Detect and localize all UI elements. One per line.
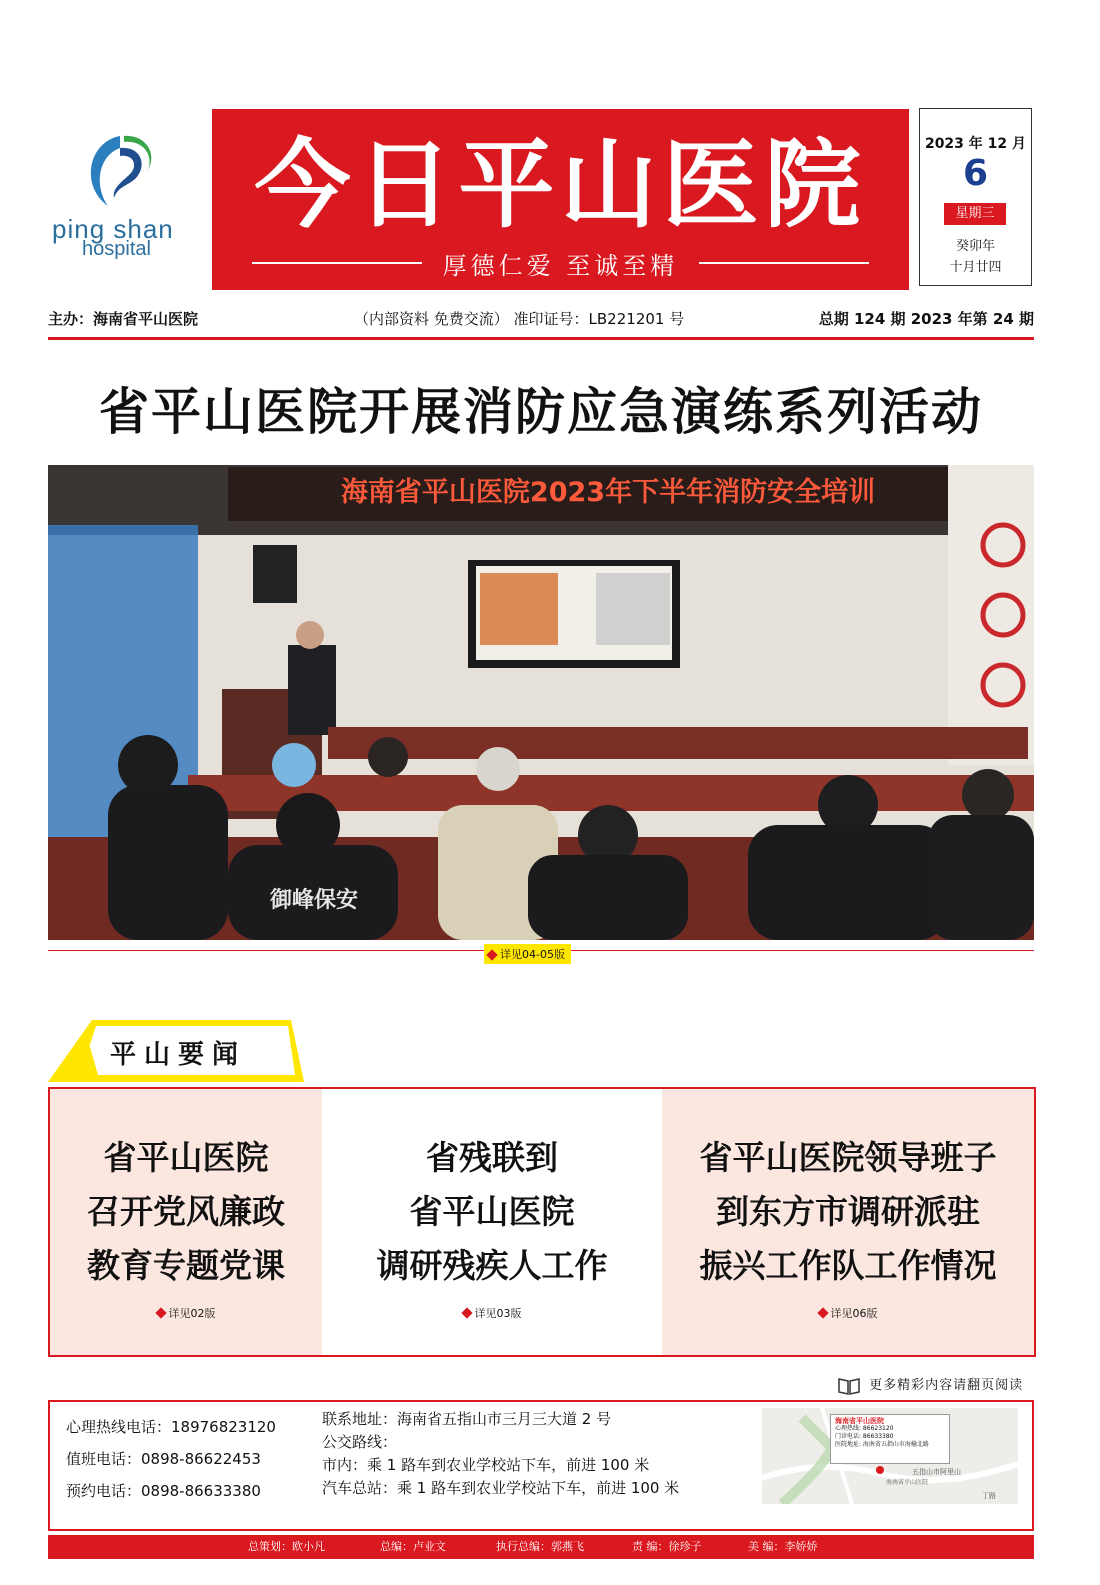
credit-editor-in-chief: 总编：卢业文	[380, 1540, 446, 1553]
date-year-month: 2023 年 12 月	[924, 136, 1027, 152]
see-page-label: 详见02版	[168, 1307, 216, 1320]
date-day: 6	[962, 153, 989, 194]
map-label-area: 五指山市阿里山	[912, 1468, 961, 1476]
map-popup-title: 海南省平山医院	[835, 1417, 884, 1425]
led-banner-text: 海南省平山医院2023年下半年消防安全培训	[340, 477, 876, 508]
photo-see-page	[484, 943, 571, 964]
header-rule	[48, 337, 1034, 340]
credit-duty-editor: 责 编：徐珍子	[632, 1540, 702, 1553]
print-license-text: （内部资料 免费交流） 准印证号：LB221201 号	[354, 310, 685, 328]
news-title-line: 省平山医院领导班子	[699, 1138, 997, 1177]
date-weekday: 星期三	[944, 203, 1006, 225]
section-tag	[48, 1020, 304, 1082]
booking-phone-text: 预约电话：0898-86633380	[66, 1482, 261, 1500]
map-label-hospital: 海南省平山医院	[886, 1479, 929, 1486]
diamond-icon	[461, 1307, 472, 1318]
uniform-text: 御峰保安	[269, 888, 359, 913]
news-title-line: 省残联到	[426, 1138, 558, 1177]
see-page-label: 详见03版	[474, 1307, 522, 1320]
bus-station-text: 汽车总站：乘 1 路车到农业学校站下车，前进 100 米	[322, 1479, 680, 1497]
duty-phone-text: 值班电话：0898-86622453	[66, 1450, 261, 1468]
masthead-banner	[212, 109, 909, 290]
see-page-label: 详见04-05版	[500, 948, 565, 961]
date-lunar-year: 癸卯年	[955, 239, 995, 254]
hotline-text: 心理热线电话：18976823120	[66, 1418, 276, 1436]
map-popup-line: 心理热线: 86623120	[835, 1425, 894, 1432]
date-lunar-day: 十月廿四	[949, 260, 1002, 275]
news-item[interactable]	[322, 1089, 662, 1355]
diamond-icon	[155, 1307, 166, 1318]
main-headline: 省平山医院开展消防应急演练系列活动	[99, 383, 983, 441]
news-title-line: 教育专题党课	[87, 1246, 285, 1285]
diamond-icon	[817, 1307, 828, 1318]
contact-box	[48, 1400, 1034, 1531]
more-content-hint	[838, 1374, 1023, 1395]
logo-text-hospital: hospital	[82, 238, 151, 260]
section-tag-label: 平山要闻	[110, 1040, 247, 1070]
map-popup-line: 门诊电话: 86633380	[835, 1433, 894, 1440]
sponsor-text: 主办：海南省平山医院	[48, 310, 199, 328]
info-bar	[48, 308, 1034, 330]
credit-art-editor: 美 编：李娇娇	[748, 1540, 818, 1553]
news-title-line: 召开党风廉政	[87, 1192, 285, 1231]
news-title-line: 到东方市调研派驻	[716, 1192, 980, 1231]
news-title-line: 省平山医院	[103, 1138, 269, 1177]
map-label-road: 丁路	[982, 1492, 996, 1500]
bus-title-text: 公交路线：	[322, 1433, 398, 1451]
news-title-line: 省平山医院	[409, 1192, 575, 1231]
news-box	[48, 1087, 1036, 1357]
credit-planner: 总策划：欧小凡	[248, 1540, 325, 1553]
address-text: 联系地址：海南省五指山市三月三大道 2 号	[322, 1410, 612, 1428]
bus-city-text: 市内：乘 1 路车到农业学校站下车，前进 100 米	[322, 1456, 650, 1474]
location-map[interactable]	[762, 1408, 1018, 1504]
logo-emblem-icon	[48, 128, 198, 218]
more-content-text: 更多精彩内容请翻页阅读	[869, 1378, 1024, 1393]
news-item[interactable]	[662, 1089, 1034, 1355]
map-popup-line: 医院地址: 海南省五指山市海榆北路	[835, 1441, 929, 1448]
logo-text-pingshan: ping shan	[52, 214, 174, 244]
masthead-title: 今日平山医院	[254, 129, 867, 241]
map-popup	[830, 1414, 950, 1464]
slogan-divider-right	[699, 262, 869, 264]
see-page-label: 详见06版	[830, 1307, 878, 1320]
diamond-icon	[486, 949, 497, 960]
news-title-line: 振兴工作队工作情况	[699, 1246, 997, 1285]
book-icon	[838, 1377, 860, 1395]
issue-number-text: 总期 124 期 2023 年第 24 期	[818, 310, 1034, 328]
main-photo	[48, 465, 1034, 940]
masthead-slogan: 厚德仁爱 至诚至精	[442, 252, 679, 280]
credits-bar	[48, 1535, 1034, 1559]
news-title-line: 调研残疾人工作	[376, 1246, 608, 1285]
news-item[interactable]	[50, 1089, 322, 1355]
credit-exec-editor: 执行总编：郭燕飞	[496, 1540, 584, 1553]
fire-training-photo	[48, 465, 1034, 940]
date-box	[919, 108, 1032, 286]
